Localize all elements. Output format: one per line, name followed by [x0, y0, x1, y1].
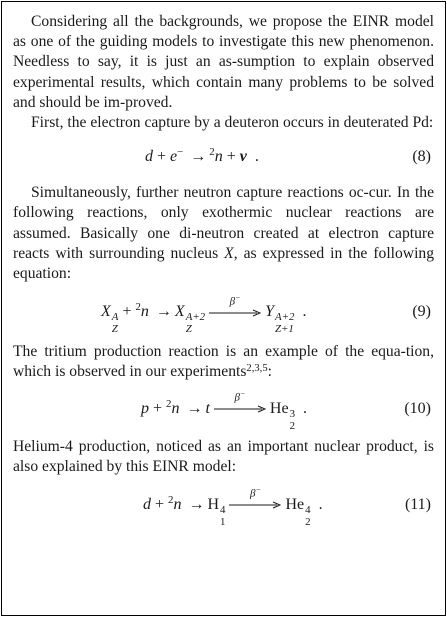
equation-9-number: (9): [412, 303, 431, 321]
equation-10: [13, 388, 434, 432]
paragraph-tritium: The tritium production reaction is an example of the equa-tion, which is observed in our experiments$^{2,3,5}$:: [13, 343, 434, 381]
paragraph-helium4: Helium-4 production, noticed as an important nuclear product, is also explained by this EINR model:: [13, 437, 434, 475]
citation-reference: 2,3,5: [246, 362, 268, 374]
equation-8: [13, 147, 434, 169]
beta-decay-arrow: β−: [214, 402, 266, 416]
equation-8-number: (8): [412, 148, 431, 166]
beta-decay-arrow: β−: [229, 498, 281, 512]
equation-10-number: (10): [404, 399, 431, 417]
equation-9-body: X A Z + $^2$n → X A+2 Z β− Y A+2 Z+1 .: [101, 292, 307, 336]
beta-decay-arrow: β−: [209, 306, 261, 320]
paragraph-electron-capture: First, the electron capture by a deuteron occurs in deuterated Pd:: [31, 114, 434, 132]
paragraph-neutron-capture: Simultaneously, further neutron capture reactions oc-cur. In the following reactions, only exothermic nuclear reactions are assumed. Basically one di-neutron created at electron capture reacts with surrounding nucleus X, as expressed in the following equation:: [13, 184, 434, 283]
paragraph-einr-intro: Considering all the backgrounds, we propose the EINR model as one of the guiding models to investigate this new phenomenon. Needless to say, it is just an as-sumption to explain observed experimental results, which contain many problems to be solved and should be im-proved.: [13, 13, 434, 111]
equation-8-body: d + e− → $^2$n + ν .: [145, 146, 259, 166]
equation-11-number: (11): [404, 496, 431, 514]
equation-11: [13, 485, 434, 528]
document-page: [1, 1, 446, 616]
equation-9: [13, 292, 434, 336]
equation-10-body: p + $^2$n → t β− He 3 2 .: [141, 388, 308, 432]
equation-11-body: d + $^2$n → H 4 1 β− He 4 2 .: [143, 485, 323, 528]
